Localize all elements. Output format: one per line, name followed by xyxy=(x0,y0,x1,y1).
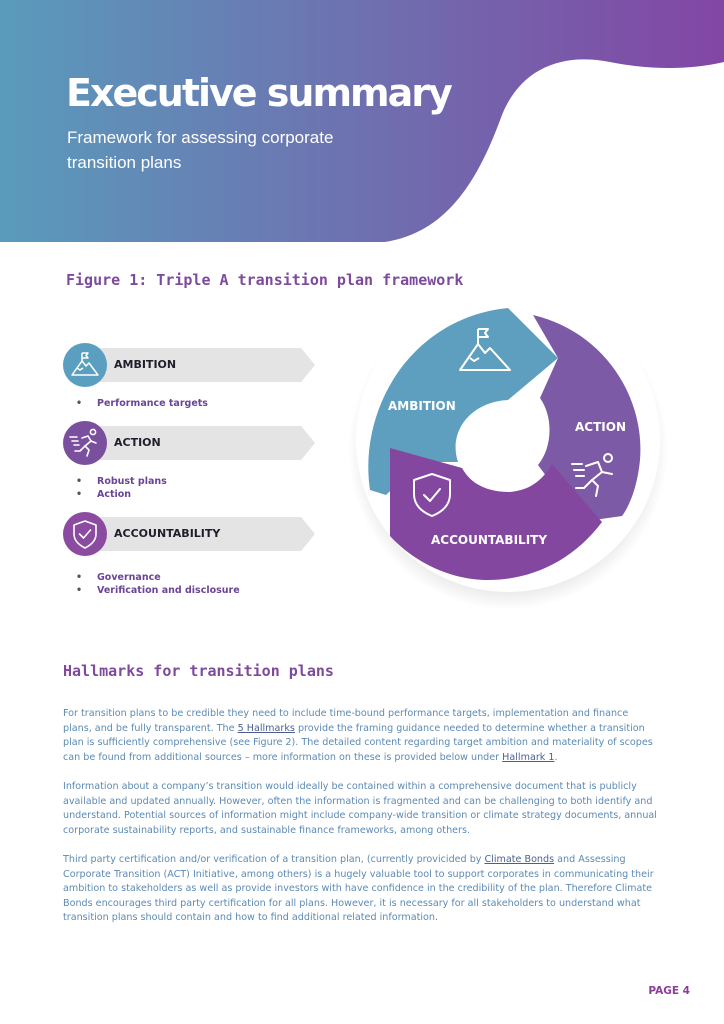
paragraph-text: and Assessing Corporate Transition (ACT) Initiative, among others) is a hugely valuable tool to support corporates in communicating their ambition to stakeholders as well as provide investors with have confidence in the credibility of the plan. Therefore Climate Bonds encourages third party certification for all plans. However, it is necessary for all stakeholders to understand what transition plans should contain and how to find additional related information. xyxy=(63,854,654,924)
cycle-label-action: ACTION xyxy=(575,420,626,434)
framework-row-accountability xyxy=(63,512,315,556)
paragraph-2: Information about a company’s transition would ideally be contained within a comprehensive document that is publicly available and updated annually. However, often the information is fragmented and can be challenging to both identify and understand. Potential sources of information might include company-wide transition or climate strategy documents, annual corporate sustainability reports, and sustainable finance frameworks, among others. xyxy=(63,781,657,836)
row-label: ACTION xyxy=(114,436,161,449)
bullet-item: • Action xyxy=(76,488,167,501)
link-hallmark-1[interactable]: Hallmark 1 xyxy=(502,751,555,763)
section-heading: Hallmarks for transition plans xyxy=(63,662,334,680)
paragraph-3 xyxy=(63,853,659,926)
shield-check-icon xyxy=(63,512,107,556)
bullet-item: • Performance targets xyxy=(76,397,208,410)
paragraph-1 xyxy=(63,707,659,765)
row-label: ACCOUNTABILITY xyxy=(114,527,221,540)
page-number: PAGE 4 xyxy=(648,985,690,997)
bullet-list-action xyxy=(76,475,167,501)
page-subtitle: Framework for assessing corporate transition plans xyxy=(67,128,334,172)
paragraph-text: For transition plans to be credible they need to include time-bound performance targets, implementation and finance plans, and be fully transparent. The xyxy=(63,708,629,734)
page-title: Executive summary xyxy=(66,71,451,115)
bullet-item: • Governance xyxy=(76,571,240,584)
paragraph-text: provide the framing guidance needed to determine whether a transition plan is sufficiently comprehensive (see Figure 2). The detailed content regarding target ambition and materiality of scopes can be found from additional sources – more information on these is provided below under xyxy=(63,722,653,763)
link-climate-bonds[interactable]: Climate Bonds xyxy=(484,854,555,865)
bullet-list-ambition xyxy=(76,397,208,410)
link-5-hallmarks[interactable]: 5 Hallmarks xyxy=(237,722,295,734)
header-banner xyxy=(0,0,724,242)
runner-icon xyxy=(63,421,107,465)
framework-row-ambition xyxy=(63,343,315,387)
paragraph-text: . xyxy=(554,751,558,763)
framework-cycle-diagram xyxy=(340,290,670,610)
bullet-item: • Robust plans xyxy=(76,475,167,488)
bullet-item: • Verification and disclosure xyxy=(76,584,240,597)
mountain-flag-icon xyxy=(63,343,107,387)
cycle-label-accountability: ACCOUNTABILITY xyxy=(431,533,548,547)
row-label: AMBITION xyxy=(114,358,177,371)
bullet-list-accountability xyxy=(76,571,240,597)
framework-row-action xyxy=(63,421,315,465)
paragraph-text: Third party certification and/or verification of a transition plan, (currently provicided by xyxy=(63,854,485,865)
figure-title: Figure 1: Triple A transition plan framework xyxy=(66,271,464,289)
cycle-label-ambition: AMBITION xyxy=(388,399,456,413)
